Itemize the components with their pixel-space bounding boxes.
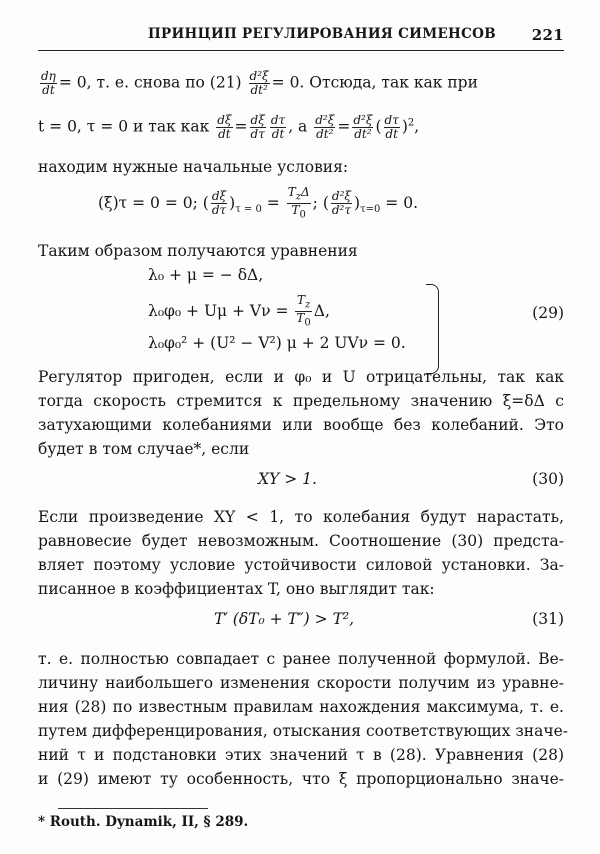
text-line: равновесие будет невозможным. Соотношение (30) предста- xyxy=(38,532,564,550)
text-line: Если произведение XY < 1, то колебания будут нарастать, xyxy=(38,508,564,526)
equation-number-31: (31) xyxy=(532,610,564,628)
text-line: личину наибольшего изменения скорости получим из уравне- xyxy=(38,674,564,692)
page-number: 221 xyxy=(531,26,564,44)
footnote: * Routh. Dynamik, II, § 289. xyxy=(38,814,249,830)
text-line: т. е. полностью совпадает с ранее полученной формулой. Ве- xyxy=(38,650,564,668)
initial-conditions-equation: (ξ)τ = 0 = 0; ( $\frac{d\xi}{d\tau}$ )$_{\tau = 0}$ = $\frac{T_z\Delta}{T_0}$ ; ( $\frac{\text{d²ξ}}{\text{d²τ}}$ )$_{\tau=0} = 0$. xyxy=(98,185,418,221)
equation-30: XY > 1. xyxy=(258,470,317,488)
text-line: ний τ и подстановки этих значений τ в (28). Уравнения (28) xyxy=(38,746,564,764)
running-header xyxy=(38,22,564,44)
text-line: тогда скорость стремится к предельному значению ξ=δΔ с xyxy=(38,392,564,410)
equation-number-29: (29) xyxy=(532,304,564,322)
text-line: t = 0, τ = 0 и так как $\frac{d\xi}{dt}$ = $\frac{d\xi}{d\tau}$ $\frac{d\tau}{dt}$ , а $\frac{\text{d²ξ}}{\text{dt²}}$ = $\frac{\text{d²ξ}}{\text{dt²}}$ ( $\frac{d\tau}{dt}$ )$^2$, xyxy=(38,113,420,141)
fraction-d2xi-dt2: $\frac{\text{d²ξ}}{\text{dt²}}$ xyxy=(249,69,269,97)
text-line: будет в том случае*, если xyxy=(38,440,250,458)
equation-number-30: (30) xyxy=(532,470,564,488)
page xyxy=(38,22,569,830)
equation-29-line-1: λ₀ + μ = − δΔ, xyxy=(148,266,264,284)
text-line: $\frac{d\eta}{dt}$ = 0, т. е. снова по (21) $\frac{\text{d²ξ}}{\text{dt²}}$ = 0. Отсюда, так как при xyxy=(41,69,478,97)
footnote-rule xyxy=(58,808,208,809)
text-line: и (29) имеют ту особенность, что ξ пропорционально значе- xyxy=(38,770,564,788)
fraction-deta-dt: $\frac{d\eta}{dt}$ xyxy=(41,69,56,97)
running-title: ПРИНЦИП РЕГУЛИРОВАНИЯ СИМЕНСОВ xyxy=(148,26,496,42)
text-line: Таким образом получаются уравнения xyxy=(38,242,358,260)
text-line: находим нужные начальные условия: xyxy=(38,158,349,176)
equation-29-line-2: λ₀φ₀ + Uμ + Vν = $\frac{T_z}{T_0}$ Δ, xyxy=(148,293,330,329)
equation-29-line-3: λ₀φ₀² + (U² − V²) μ + 2 UVν = 0. xyxy=(148,334,406,352)
text-line: ния (28) по известным правилам нахождения максимума, т. е. xyxy=(38,698,564,716)
header-rule xyxy=(38,50,564,51)
text-line: затухающими колебаниями или вообще без колебаний. Это xyxy=(38,416,564,434)
equation-31: T′ (δT₀ + T″) > T², xyxy=(214,610,355,628)
system-brace xyxy=(426,284,439,374)
text-line: вляет поэтому условие устойчивости силовой установки. За- xyxy=(38,556,564,574)
fraction: $\frac{d\xi}{dt}$ xyxy=(217,113,232,141)
text-line: Регулятор пригоден, если и φ₀ и U отрицательны, так как xyxy=(38,368,564,386)
text-line: писанное в коэффициентах T, оно выглядит так: xyxy=(38,580,435,598)
text-line: путем дифференцирования, отыскания соответствующих значе- xyxy=(38,722,569,740)
